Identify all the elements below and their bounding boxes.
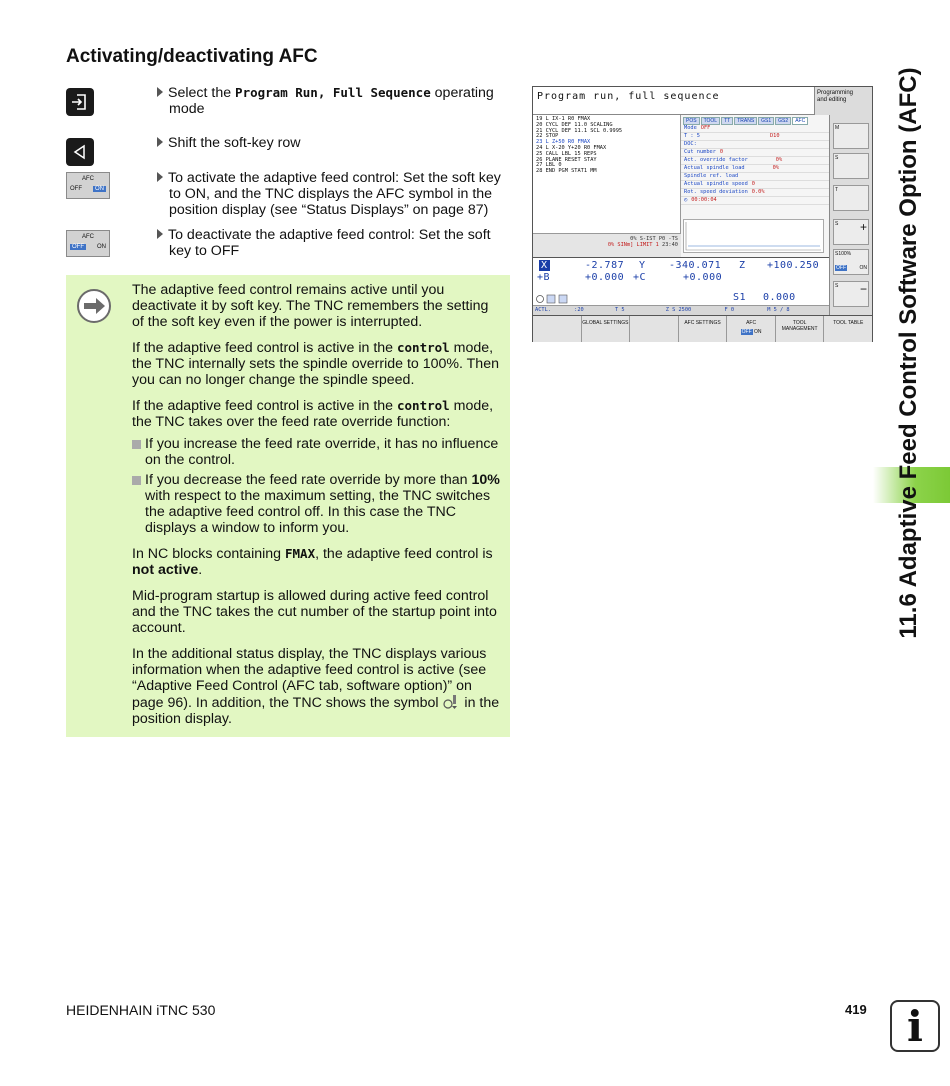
step-shift-softkey: Shift the soft-key row xyxy=(157,135,509,151)
note-bullet-2: If you decrease the feed rate override by more than 10% with respect to the maximum setting, the TNC switches the adaptive feed control off. In this case the TNC displays a window to inform you. xyxy=(132,472,500,536)
note-paragraph-4: In NC blocks containing FMAX, the adaptive feed control is not active. xyxy=(132,546,493,578)
screen-mode-label: Programming and editing xyxy=(814,87,872,115)
tab-gs1: GS1 xyxy=(758,117,774,125)
side-key-s[interactable]: S xyxy=(833,153,869,179)
note-paragraph-2: If the adaptive feed control is active in the control mode, the TNC internally sets the spindle override to 100%. Then you can no longer change the spindle speed. xyxy=(132,340,499,388)
side-key-t[interactable]: T xyxy=(833,185,869,211)
program-run-key-icon xyxy=(66,88,94,116)
step-select-mode: Select the Program Run, Full Sequence operating mode xyxy=(157,85,509,117)
softkey-afc-toggle[interactable]: AFC OFF ON xyxy=(727,316,776,342)
chapter-side-title: 11.6 Adaptive Feed Control Software Option (AFC) xyxy=(895,67,922,639)
tab-pos: POS xyxy=(683,117,700,125)
footer-manual-name: HEIDENHAIN iTNC 530 xyxy=(66,1002,216,1018)
side-key-s-minus[interactable]: S − xyxy=(833,281,869,307)
tab-trans: TRANS xyxy=(734,117,757,125)
tab-tool: TOOL xyxy=(701,117,721,125)
softkey-global-settings[interactable]: GLOBAL SETTINGS xyxy=(582,316,631,342)
arrow-right-note-icon xyxy=(77,289,111,323)
note-bullet-1: If you increase the feed rate override, it has no influence on the control. xyxy=(132,436,500,468)
note-paragraph-3: If the adaptive feed control is active in the control mode, the TNC takes over the feed rate override function: xyxy=(132,398,494,430)
tab-tt: TT xyxy=(721,117,733,125)
afc-symbol-icon xyxy=(442,694,460,710)
bottom-softkey-row xyxy=(533,315,872,342)
note-paragraph-6: In the additional status display, the TNC displays various information when the adaptive feed control is active (see “Adaptive Feed Control (AFC tab, software option)” on page 96). In addition, the TNC shows the symbol in the position display. xyxy=(132,646,500,727)
shift-softkey-row-key-icon xyxy=(66,138,94,166)
info-icon: i xyxy=(890,1000,940,1052)
softkey-afc-settings[interactable]: AFC SETTINGS xyxy=(679,316,728,342)
actl-status-line: ACTL. :20 T 5 Z S 2500 F 0 M 5 / 8 xyxy=(533,305,829,315)
softkey-empty-1[interactable] xyxy=(533,316,582,342)
softkey-tool-management[interactable]: TOOL MANAGEMENT xyxy=(776,316,825,342)
override-bar: 0% S-IST P0 -TS 0% SINm] LIMIT 1 23:40 xyxy=(533,233,681,257)
step-deactivate: To deactivate the adaptive feed control: Set the soft key to OFF xyxy=(157,227,509,259)
tab-gs2: GS2 xyxy=(775,117,791,125)
section-heading: Activating/deactivating AFC xyxy=(66,46,318,67)
side-softkeys xyxy=(829,115,872,315)
status-panel: POS TOOL TT TRANS GS1 GS2 AFC Mode OFF T : 5 D10 DOC: Cut number 0 Act. override factor 0% Actual spindle load 0% Spindle ref. load Actual spindle speed 0 Rot. speed deviation 0.0% ◴ 00:00:04 xyxy=(681,115,829,257)
program-listing: 19 L IX-1 R0 FMAX 20 CYCL DEF 11.0 SCALING 21 CYCL DEF 11.1 SCL 0.9995 22 STOP 23 L Z+50 R0 FMAX 24 L X-20 Y+20 R0 FMAX 25 CALL LBL 15 REPS 26 PLANE RESET STAY 27 LBL 0 28 END PGM STAT1 MM xyxy=(533,115,681,233)
note-box xyxy=(66,275,510,737)
softkey-tool-table[interactable]: TOOL TABLE xyxy=(824,316,872,342)
note-paragraph-5: Mid-program startup is allowed during active feed control and the TNC takes the cut number of the startup point into account. xyxy=(132,588,497,636)
side-key-s-plus[interactable]: S + xyxy=(833,219,869,245)
step-activate: To activate the adaptive feed control: Set the soft key to ON, and the TNC displays the AFC symbol in the position display (see “Status Displays” on page 87) xyxy=(157,170,509,218)
afc-graph xyxy=(683,219,824,253)
afc-softkey-on-icon: AFC OFF ON xyxy=(66,172,110,199)
afc-softkey-off-icon: AFC OFF ON xyxy=(66,230,110,257)
side-key-s100[interactable]: S100% OFF ON xyxy=(833,249,869,275)
softkey-empty-2[interactable] xyxy=(630,316,679,342)
page-number: 419 xyxy=(845,1002,867,1017)
screen-title-bar: Program run, full sequence xyxy=(533,87,814,115)
afc-status-icons xyxy=(535,294,571,304)
side-key-m[interactable]: M xyxy=(833,123,869,149)
position-display: X -2.787 Y -340.071 Z +100.250 +B +0.000 +C +0.000 S1 0.000 xyxy=(533,257,829,315)
note-paragraph-1: The adaptive feed control remains active until you deactivate it by soft key. The TNC remembers the setting of the soft key even if the power is interrupted. xyxy=(132,282,489,330)
tnc-screenshot xyxy=(532,86,873,342)
tab-afc: AFC xyxy=(792,117,808,125)
